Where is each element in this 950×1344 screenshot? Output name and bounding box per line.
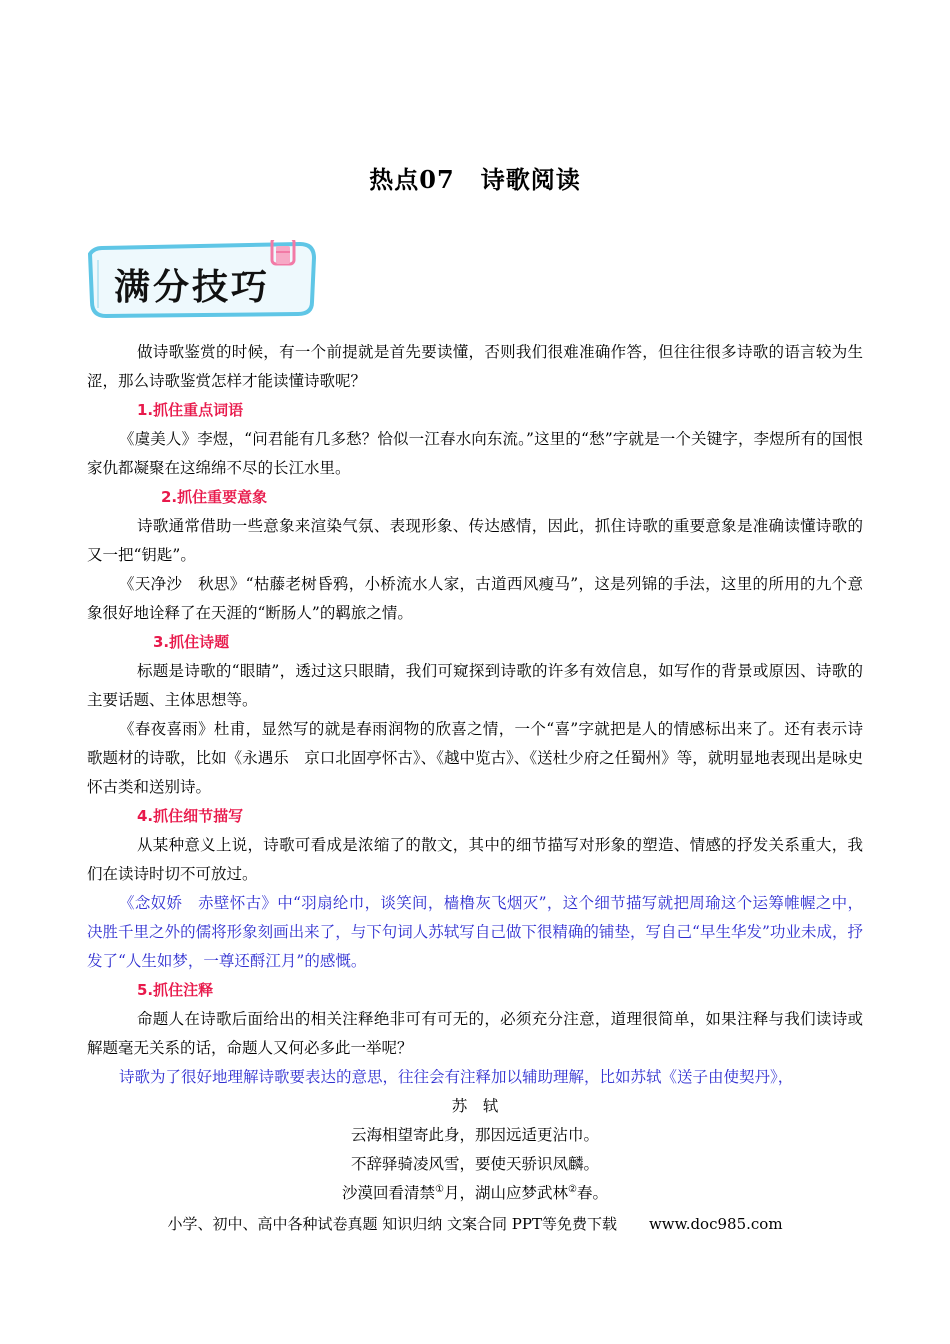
section-heading-2: 2.抓住重要意象	[161, 488, 268, 506]
poem-line	[87, 1179, 863, 1208]
footnote-marker: ②	[568, 1183, 577, 1195]
footer-url[interactable]: www.doc985.com	[648, 1215, 783, 1233]
section-1-paragraph-1: 《虞美人》李煜，“问君能有几多愁？恰似一江春水向东流。”这里的“愁”字就是一个关键字，李煜所有的国恨家仇都凝聚在这绵绵不尽的长江水里。	[87, 430, 863, 477]
title-main: 诗歌阅读	[480, 165, 581, 194]
poem-line-part: 春。	[576, 1184, 608, 1202]
article-body	[87, 338, 863, 1208]
poem-line: 云海相望寄此身，那因远适更沾巾。	[350, 1126, 599, 1144]
section-2-paragraph-2: 《天净沙 秋思》“枯藤老树昏鸦，小桥流水人家，古道西风瘦马”，这是列锦的手法，这里的所用的九个意象很好地诠释了在天涯的“断肠人”的羁旅之情。	[87, 575, 863, 622]
poem-line-part: 沙漠回看清禁	[342, 1184, 436, 1202]
intro-paragraph: 做诗歌鉴赏的时候，有一个前提就是首先要读懂，否则我们很难准确作答，但往往很多诗歌的语言较为生涩，那么诗歌鉴赏怎样才能读懂诗歌呢？	[87, 343, 863, 390]
page-title	[0, 160, 950, 195]
section-badge	[86, 240, 318, 318]
section-heading-5: 5.抓住注释	[137, 981, 214, 999]
section-heading-4: 4.抓住细节描写	[137, 807, 244, 825]
section-2-paragraph-1: 诗歌通常借助一些意象来渲染气氛、表现形象、传达感情，因此，抓住诗歌的重要意象是准确读懂诗歌的又一把“钥匙”。	[87, 517, 863, 564]
section-heading-3: 3.抓住诗题	[153, 633, 230, 651]
section-4-paragraph-1: 从某种意义上说，诗歌可看成是浓缩了的散文，其中的细节描写对形象的塑造、情感的抒发关系重大，我们在读诗时切不可放过。	[87, 836, 863, 883]
section-3-paragraph-2: 《春夜喜雨》杜甫，显然写的就是春雨润物的欣喜之情，一个“喜”字就把是人的情感标出来了。还有表示诗歌题材的诗歌，比如《永遇乐 京口北固亭怀古》、《越中览古》、《送杜少府之任蜀州》等，就明显地表现出是咏史怀古类和送别诗。	[87, 720, 863, 796]
section-3-paragraph-1: 标题是诗歌的“眼睛”，透过这只眼睛，我们可窥探到诗歌的许多有效信息，如写作的背景或原因、诗歌的主要话题、主体思想等。	[87, 662, 863, 709]
section-5-paragraph-2: 诗歌为了很好地理解诗歌要表达的意思，往往会有注释加以辅助理解，比如苏轼《送子由使契丹》，	[119, 1068, 794, 1086]
footer-text: 小学、初中、高中各种试卷真题 知识归纳 文案合同 PPT等免费下载	[167, 1215, 617, 1233]
title-prefix: 热点07	[369, 165, 455, 194]
poem-line: 不辞驿骑凌风雪，要使天骄识凤麟。	[350, 1155, 599, 1173]
section-heading-1: 1.抓住重点词语	[137, 401, 244, 419]
section-5-paragraph-1: 命题人在诗歌后面给出的相关注释绝非可有可无的，必须充分注意，道理很简单，如果注释与我们读诗或解题毫无关系的话，命题人又何必多此一举呢？	[87, 1010, 863, 1057]
badge-text: 满分技巧	[114, 267, 271, 308]
section-4-paragraph-2: 《念奴娇 赤壁怀古》中“羽扇纶巾，谈笑间，樯橹灰飞烟灭”，这个细节描写就把周瑜这个运筹帷幄之中，决胜千里之外的儒将形象刻画出来了，与下句词人苏轼写自己做下很精确的铺垫，写自己“早生华发”功业未成，抒发了“人生如梦，一尊还酹江月”的感慨。	[87, 894, 863, 970]
poem-line-part: 月，湖山应梦武林	[443, 1184, 568, 1202]
footnote-marker: ①	[435, 1183, 444, 1195]
poem-author: 苏 轼	[451, 1097, 499, 1115]
page-footer	[0, 1213, 950, 1234]
